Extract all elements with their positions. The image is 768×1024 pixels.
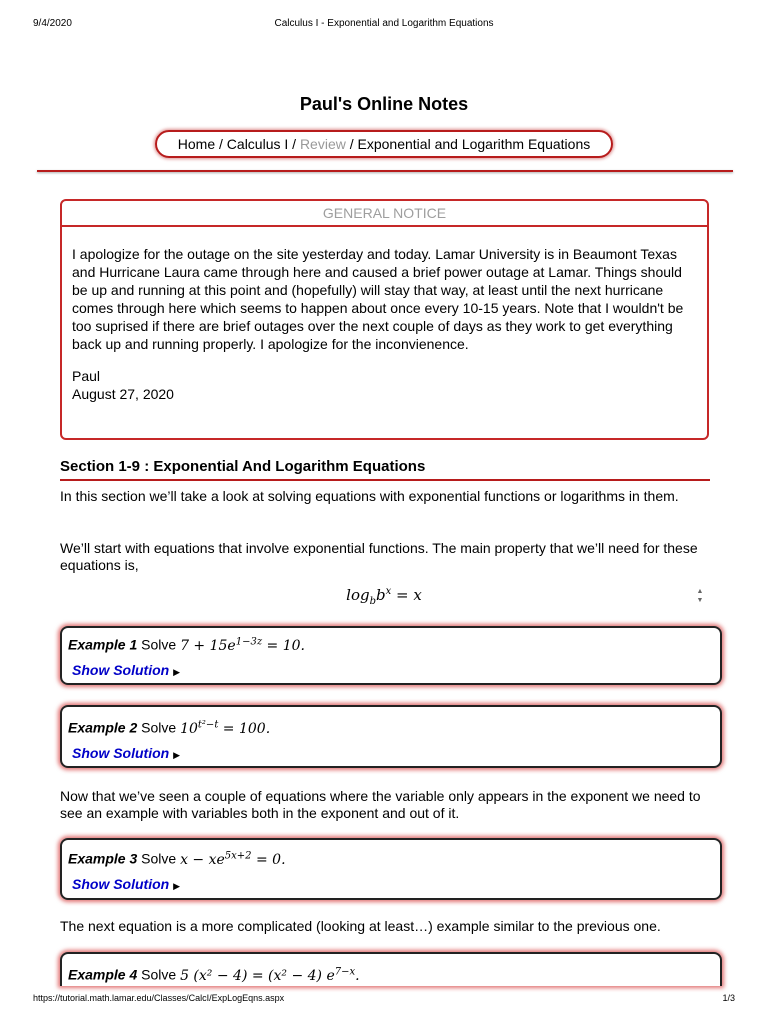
notice-date: August 27, 2020: [72, 386, 174, 402]
example-solve-text: Solve: [141, 850, 177, 867]
property-paragraph: We’ll start with equations that involve exponential functions. The main property that we’ll need for these equations is,: [60, 540, 698, 573]
breadcrumb-separator: /: [292, 136, 297, 152]
example-4-box: [60, 952, 722, 986]
general-notice: [60, 199, 709, 440]
breadcrumb-home[interactable]: Home: [177, 136, 216, 152]
breadcrumb-separator: /: [219, 136, 223, 152]
example-1-box: [60, 626, 722, 685]
notice-text: I apologize for the outage on the site yesterday and today. Lamar University is in Beaumont Texas and Hurricane Laura came through here and caused a brief power outage at Lamar. Things should be up and running at this point and (hopefully) will stay that way, at least until the next hurricane comes through here which seems to happen about once every 10-15 years. Note that I wouldn't be too suprised if there are brief outages over the next couple of days as they work to get everything back up and running properly. I apologize for the inconvienence.: [72, 246, 684, 352]
show-solution-button[interactable]: Show Solution ▶: [72, 744, 181, 761]
example-equation: $10^{t^2-t} = 100$.: [180, 719, 271, 737]
example-equation: $x - xe^{5x+2} = 0$.: [180, 850, 286, 868]
log-property-equation: $\log_bb^x = x$: [346, 586, 422, 607]
caret-right-icon: ▶: [173, 666, 181, 677]
breadcrumb-separator: /: [349, 136, 354, 152]
example-equation: $7 + 15e^{1-3z} = 10$.: [180, 636, 305, 654]
example-solve-text: Solve: [141, 966, 177, 983]
transition-paragraph: Now that we’ve seen a couple of equations where the variable only appears in the exponent we need to see an example with variables both in the exponent and out of it.: [60, 788, 701, 821]
example-label: Example 1: [68, 636, 138, 653]
intro-paragraph: In this section we’ll take a look at solving equations with exponential functions or logarithms in them.: [60, 488, 679, 504]
notice-heading: GENERAL NOTICE: [62, 201, 707, 227]
section-title: Section 1-9 : Exponential And Logarithm Equations: [60, 457, 710, 481]
print-url: https://tutorial.math.lamar.edu/Classes/CalcI/ExpLogEqns.aspx: [33, 993, 285, 1003]
site-title[interactable]: Paul's Online Notes: [299, 94, 469, 114]
next-example-paragraph: The next equation is a more complicated (looking at least…) example similar to the previous one.: [60, 918, 661, 934]
caret-right-icon: ▶: [173, 880, 181, 891]
notice-signature: Paul: [72, 368, 101, 384]
example-label: Example 2: [68, 719, 138, 736]
example-equation: 5 (x² − 4) = (x² − 4) $e^{7-x}$.: [180, 966, 360, 984]
example-3-box: [60, 838, 722, 900]
example-2-box: [60, 705, 722, 768]
example-label: Example 3: [68, 850, 138, 867]
breadcrumb-course[interactable]: Calculus I: [226, 136, 289, 152]
breadcrumb-current: Exponential and Logarithm Equations: [357, 136, 591, 152]
show-solution-button[interactable]: Show Solution ▶: [72, 875, 181, 892]
print-date: 9/4/2020: [33, 18, 72, 29]
header-divider: [37, 170, 733, 172]
example-solve-text: Solve: [141, 636, 177, 653]
print-page-number: 1/3: [722, 993, 735, 1003]
example-solve-text: Solve: [141, 719, 177, 736]
caret-right-icon: ▶: [173, 749, 181, 760]
example-label: Example 4: [68, 966, 138, 983]
print-title: Calculus I - Exponential and Logarithm Equations: [274, 18, 494, 29]
breadcrumb: [155, 130, 613, 158]
show-solution-button[interactable]: Show Solution ▶: [72, 661, 181, 678]
equation-scroll-control[interactable]: ▲ ▼: [696, 588, 704, 604]
breadcrumb-chapter[interactable]: Review: [299, 136, 346, 152]
notice-body: [62, 227, 707, 403]
